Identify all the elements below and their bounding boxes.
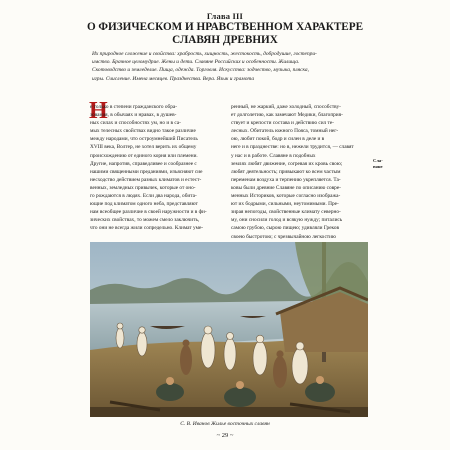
margin-note-text: Сла- вяне [373,158,383,169]
text-line: XVIII века, Волтер, не хотел верить их общему [90,144,197,151]
text-line: го рождаются в людях. Если два народа, обита- [90,193,197,200]
margin-note [373,158,397,169]
text-line: ренный, не жаркий, даже холодный, способству- [231,104,341,110]
text-line: е только в степени гражданского обра- [90,104,177,110]
chapter-title [40,21,410,47]
summary-line: Их природное сложение и свойства: храбрость, хищность, жестокость, добродушие, гостепри- [92,51,317,57]
chapter-title-line: СЛАВЯН ДРЕВНИХ [172,34,278,46]
chapter-label: Глава III [206,11,244,21]
text-line: нашими священными преданиями, изъясняют сие [90,168,203,175]
chapter-title-line: О ФИЗИЧЕСКОМ И НРАВСТВЕННОМ ХАРАКТЕРЕ [86,21,364,33]
text-line: менных Историков, которые согласно изобража- [231,193,341,200]
text-line: ою, любит покой, бодр и силен в деле и в [231,136,325,143]
text-line: между народами, что остроумнейший Писатель [90,136,198,143]
text-line: неге и в празднестве: но в, нежели трудится, — славят [231,144,354,151]
page-number: ~ 29 ~ [216,432,234,439]
text-line: несходство действием разных климатов и естест- [90,176,202,183]
text-line: ных силах и способностях ум, но и в са- [90,120,181,127]
text-line: Другие, напротив, справедливее и сообразнее с [90,160,197,167]
text-line: любят деятельность; привыкают ко всем частым [231,168,341,175]
text-line: му, они сносили голод и всякую нужду; питались [231,217,343,224]
text-line: мых телесных свойствах видно такое различие [90,128,196,135]
text-line: ет долголетию, как замечают Медики, благоприя- [231,112,343,119]
text-line: у нас и в работе. Славяне в подобных [231,152,316,159]
summary-line: имство. Брачное целомудрие. Жены и дети. Славяне Российских и особенности. Жилища. [92,59,300,66]
text-column-right [231,103,369,241]
text-line: своею быстротою; с чрезвычайною легкостию [231,233,336,240]
summary-line: Скотоводство и земледелие. Пища, одежда. Торговля. Искусства: зодчество, музыка, пляска, [92,67,309,74]
text-line: происхождению от единого корня или племени. [90,152,198,159]
text-line: венных, земледных привычек, которые от оно- [90,184,196,191]
chapter-summary [92,50,374,83]
text-line: землях любят движение, согревая их кровь свою; [231,160,343,167]
text-line: ют их бодрыми, сильными, неутомимыми. Пре- [231,201,339,208]
painting-illustration [90,242,368,417]
drop-cap: Н [89,98,108,124]
text-line: переменам воздуха и терпению укрепляется. Та- [231,176,341,183]
text-line: ствует и крепости состава и действию сил те- [231,120,334,127]
text-line: зования, в обычаях и нравах, в душев- [90,112,177,119]
text-line: лесных. Обитатель южного Пояса, томный нег- [231,128,339,135]
text-line: ковы были древние Славяне по описанию совре- [231,184,341,191]
summary-line: игры. Счисление. Имена месяцев. Празднества. Вера. Язык и грамота [92,75,255,82]
text-line: зических свойствах, то можем смело заключить, [90,217,200,224]
image-caption: С. В. Иванов Жилье восточных славян [180,421,270,427]
text-line: самою грубою, сырою пищею; удивляли Греков [231,225,340,232]
text-line: что они не всегда жили сопредельно. Климат уме- [90,225,204,232]
text-line: ющие под климатом одного неба, представляют [90,201,198,208]
text-line: зирая непогоды, свойственные климату северно- [231,209,341,216]
text-column-left [89,98,230,233]
text-line: нам всеобщее различие в своей наружности и в фи- [90,209,207,216]
